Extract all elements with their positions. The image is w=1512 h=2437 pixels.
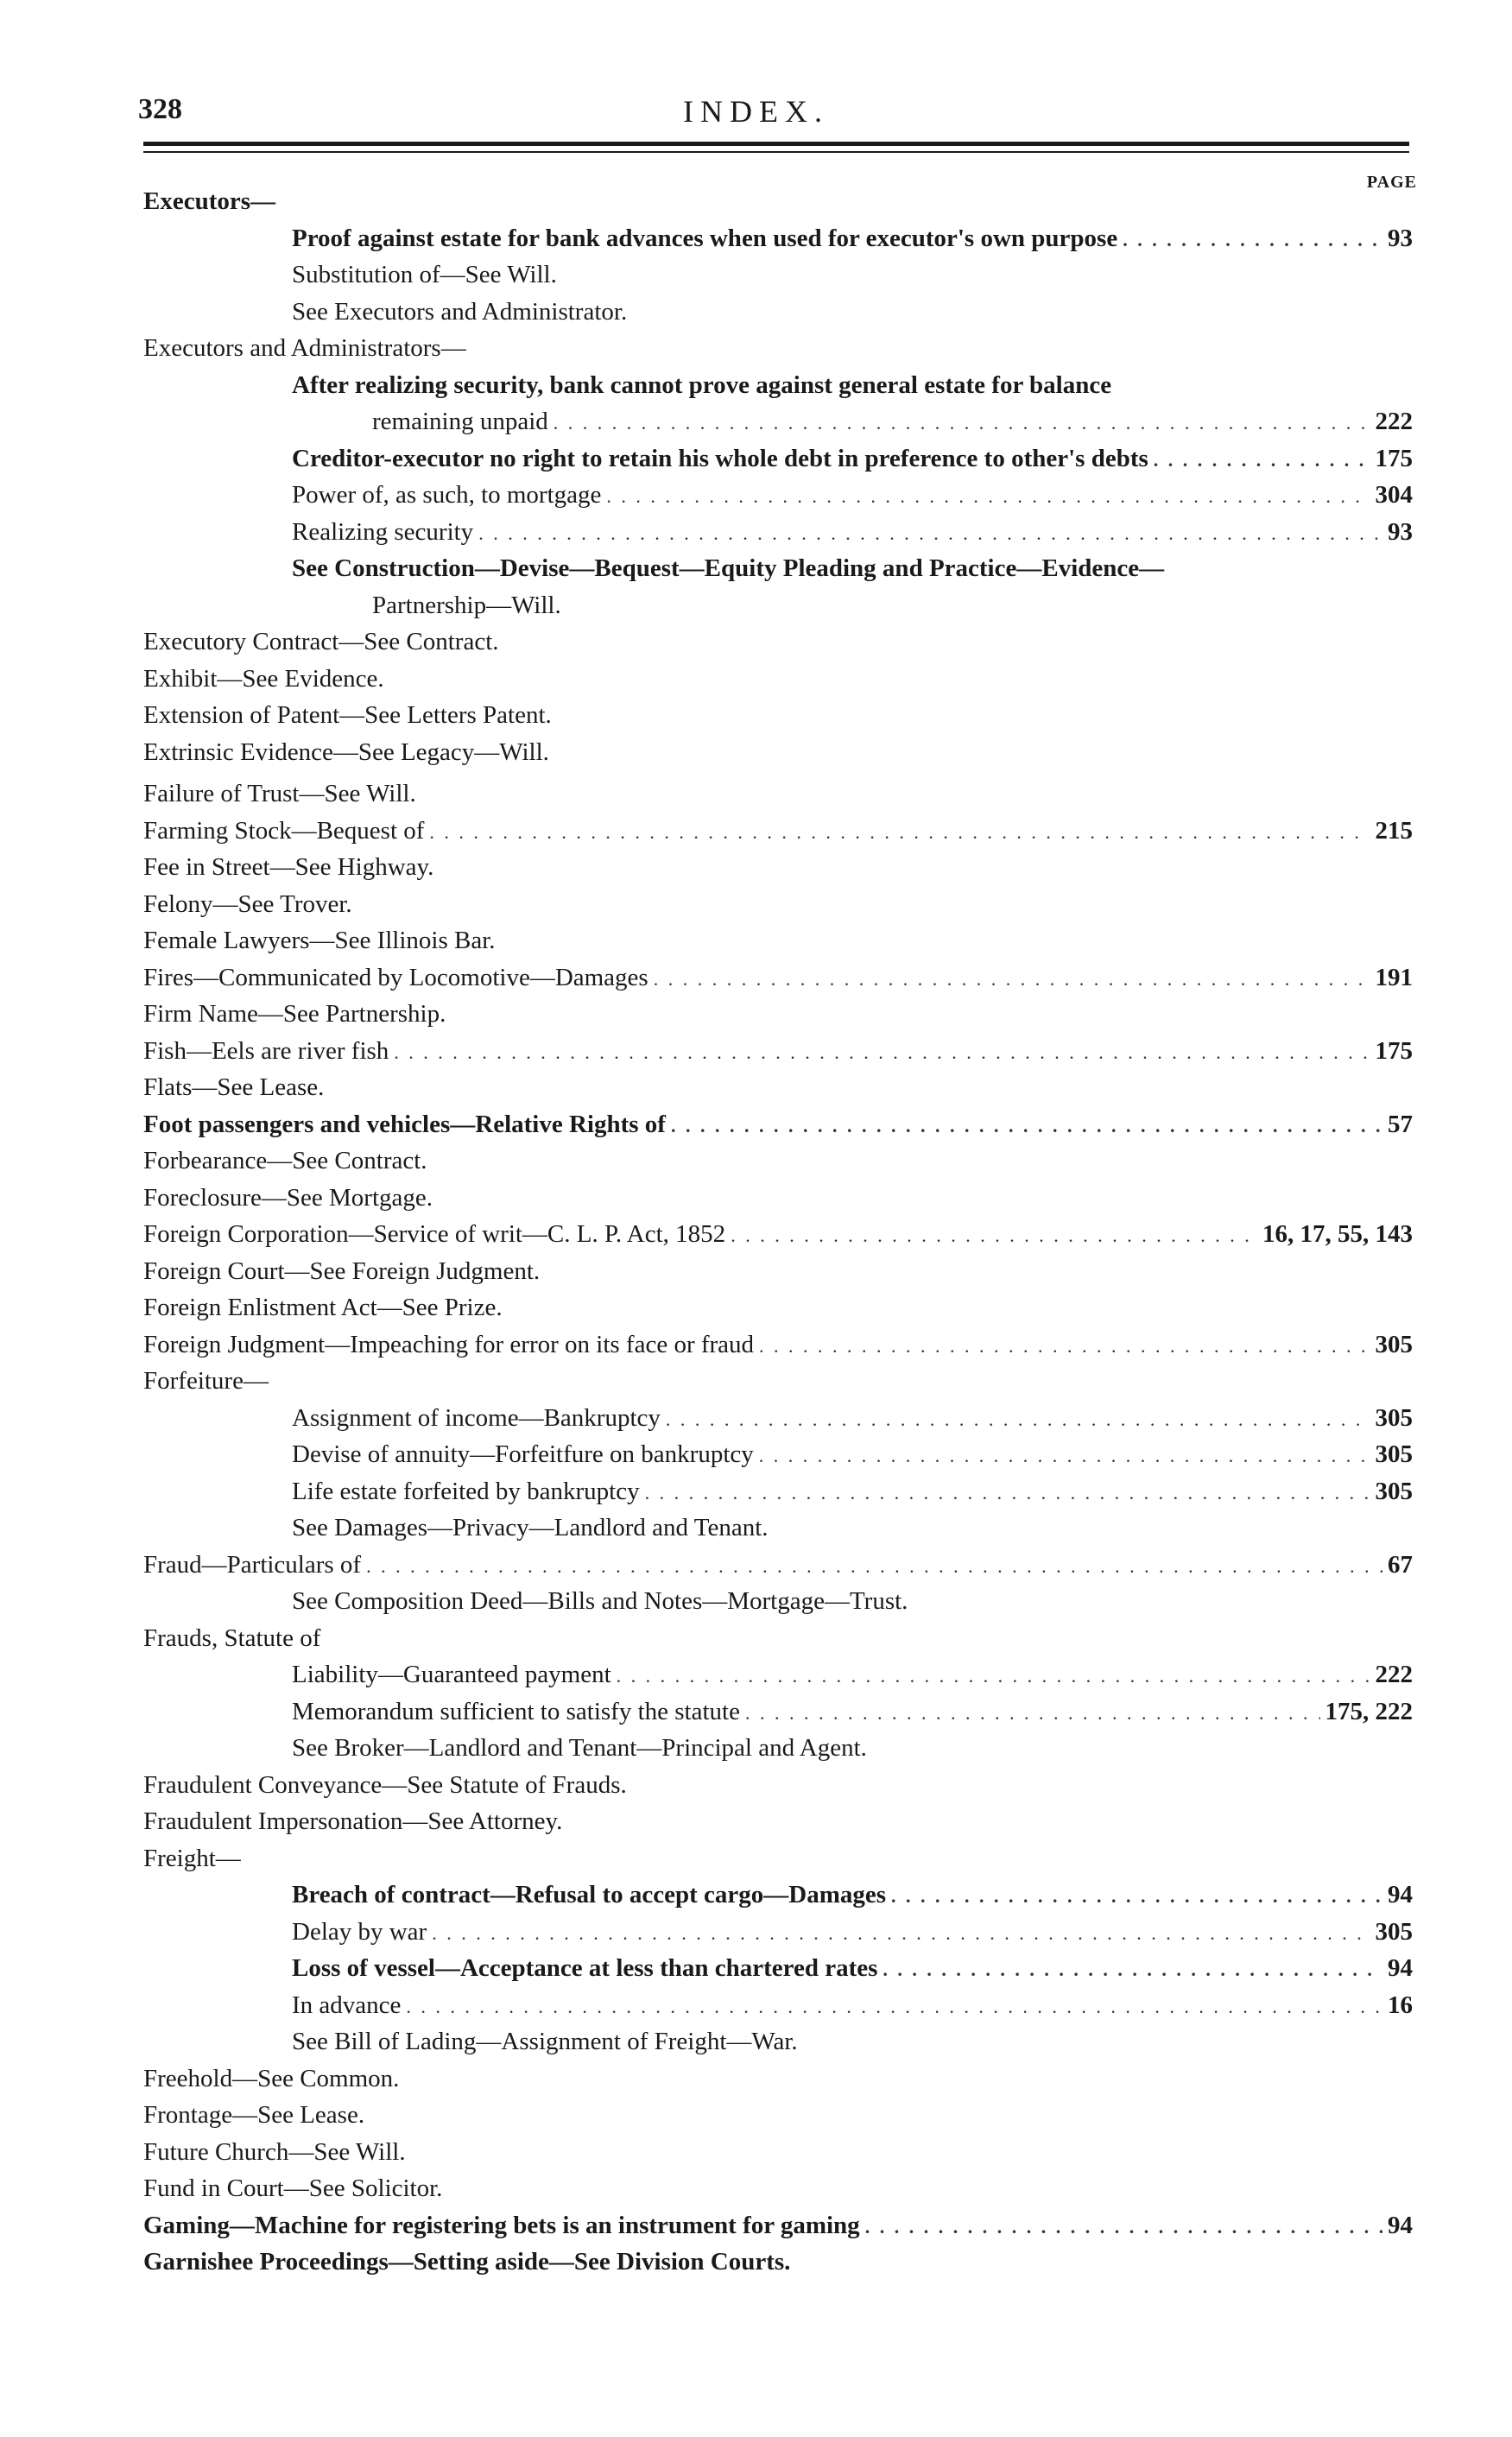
index-subentry xyxy=(143,1914,1413,1951)
entry-text: Foot passengers and vehicles—Relative Rights of xyxy=(143,1110,666,1138)
index-subentry xyxy=(143,1510,1413,1547)
index-entry xyxy=(143,734,1413,771)
dot-leader xyxy=(759,1438,1370,1475)
entry-page-ref: 93 xyxy=(1388,517,1413,546)
entry-text: Executors and Administrators— xyxy=(143,334,466,362)
index-entry xyxy=(143,2244,1413,2281)
index-entry xyxy=(143,1326,1413,1364)
entry-page-ref: 57 xyxy=(1388,1110,1413,1138)
entry-text: Freight— xyxy=(143,1844,241,1872)
dot-leader xyxy=(671,1108,1382,1145)
entry-text: Extension of Patent—See Letters Patent. xyxy=(143,701,552,729)
index-entry xyxy=(143,623,1413,661)
entry-text: See Executors and Administrator. xyxy=(292,297,628,326)
entry-page-ref: 222 xyxy=(1375,1661,1413,1688)
index-subentry xyxy=(143,1877,1413,1914)
entry-text: Foreign Court—See Foreign Judgment. xyxy=(143,1256,541,1285)
entry-page-ref: 67 xyxy=(1388,1550,1413,1579)
dot-leader xyxy=(554,405,1370,442)
index-entry xyxy=(143,1253,1413,1290)
entry-text: Failure of Trust—See Will. xyxy=(143,780,416,807)
entry-text: See Broker—Landlord and Tenant—Principal and Agent. xyxy=(292,1734,867,1762)
index-entry xyxy=(143,849,1413,886)
index-entry xyxy=(143,1840,1413,1877)
entry-text: Garnishee Proceedings—Setting aside—See Division Courts. xyxy=(143,2248,791,2276)
index-entry xyxy=(143,2170,1413,2207)
dot-leader xyxy=(406,1989,1382,2026)
entry-text: See Bill of Lading—Assignment of Freight—War. xyxy=(292,2028,798,2055)
entry-text: Proof against estate for bank advances when used for executor's own purpose xyxy=(292,224,1118,252)
entry-page-ref: 191 xyxy=(1375,963,1413,991)
dot-leader xyxy=(1154,442,1370,479)
index-entry xyxy=(143,922,1413,959)
dot-leader xyxy=(617,1658,1370,1695)
entry-text: Frauds, Statute of xyxy=(143,1624,321,1652)
index-subentry xyxy=(143,2023,1413,2060)
entry-text: Fee in Street—See Highway. xyxy=(143,853,434,881)
index-subentry xyxy=(143,403,1413,440)
dot-leader xyxy=(432,1915,1370,1953)
index-entry xyxy=(143,813,1413,850)
index-entry xyxy=(143,2060,1413,2098)
index-subentry xyxy=(143,440,1413,478)
entry-page-ref: 94 xyxy=(1388,1954,1413,1982)
dot-leader xyxy=(478,516,1382,553)
page-title: INDEX. xyxy=(683,94,829,129)
entry-text: See Composition Deed—Bills and Notes—Mortgage—Trust. xyxy=(292,1587,908,1615)
entry-page-ref: 215 xyxy=(1375,816,1413,845)
index-entry xyxy=(143,1069,1413,1106)
index-entry xyxy=(143,1620,1413,1657)
entry-text: Frontage—See Lease. xyxy=(143,2101,365,2129)
entry-page-ref: 304 xyxy=(1375,481,1413,509)
entry-text: Future Church—See Will. xyxy=(143,2137,406,2166)
index-entry xyxy=(143,1547,1413,1584)
dot-leader xyxy=(666,1402,1370,1439)
index-subentry xyxy=(143,1400,1413,1437)
entry-text: Fraud—Particulars of xyxy=(143,1550,362,1579)
entry-text: Freehold—See Common. xyxy=(143,2064,400,2092)
index-subentry xyxy=(143,477,1413,514)
entry-text: Farming Stock—Bequest of xyxy=(143,816,425,845)
entry-text: See Damages—Privacy—Landlord and Tenant. xyxy=(292,1514,769,1541)
entry-page-ref: 175 xyxy=(1375,444,1413,472)
index-subentry xyxy=(143,514,1413,551)
index-entry xyxy=(143,1033,1413,1070)
dot-leader xyxy=(394,1035,1370,1072)
index-subentry xyxy=(143,1583,1413,1620)
index-subentry xyxy=(143,1987,1413,2024)
dot-leader xyxy=(891,1878,1382,1915)
entry-page-ref: 94 xyxy=(1388,2211,1413,2239)
entry-page-ref: 305 xyxy=(1375,1477,1413,1505)
entry-text: Liability—Guaranteed payment xyxy=(292,1661,611,1688)
entry-text: Fires—Communicated by Locomotive—Damages xyxy=(143,963,648,991)
index-subentry xyxy=(143,367,1413,404)
entry-page-ref: 305 xyxy=(1375,1330,1413,1358)
index-entry xyxy=(143,330,1413,367)
entry-page-ref: 16 xyxy=(1388,1991,1413,2019)
index-subentry xyxy=(143,1473,1413,1510)
entry-text: Power of, as such, to mortgage xyxy=(292,481,602,509)
entry-text: Female Lawyers—See Illinois Bar. xyxy=(143,927,496,954)
entry-text: Memorandum sufficient to satisfy the statute xyxy=(292,1697,740,1725)
index-subentry xyxy=(143,1693,1413,1731)
page-number: 328 xyxy=(138,93,182,125)
index-entry xyxy=(143,1289,1413,1326)
entry-text: Life estate forfeited by bankruptcy xyxy=(292,1477,640,1505)
entry-text: Fish—Eels are river fish xyxy=(143,1036,389,1065)
index-subentry xyxy=(143,256,1413,294)
entry-page-ref: 16, 17, 55, 143 xyxy=(1262,1220,1413,1248)
entry-text: Loss of vessel—Acceptance at less than chartered rates xyxy=(292,1954,878,1982)
entry-page-ref: 222 xyxy=(1375,408,1413,435)
index-entry xyxy=(143,1143,1413,1180)
entry-page-ref: 175 xyxy=(1375,1036,1413,1065)
index-entry xyxy=(143,2134,1413,2171)
index-entry xyxy=(143,996,1413,1033)
index-subentry xyxy=(143,1436,1413,1473)
dot-leader xyxy=(645,1475,1370,1512)
entry-text: Realizing security xyxy=(292,517,474,546)
index-entry xyxy=(143,1216,1413,1253)
entry-text: Executors— xyxy=(143,187,276,215)
index-entry xyxy=(143,1363,1413,1400)
dot-leader xyxy=(1123,222,1382,259)
index-subentry xyxy=(143,294,1413,331)
index-entry xyxy=(143,775,1413,813)
entry-text: Assignment of income—Bankruptcy xyxy=(292,1403,661,1432)
entry-text: Foreign Corporation—Service of writ—C. L. P. Act, 1852 xyxy=(143,1220,726,1248)
index-entry xyxy=(143,1767,1413,1804)
entry-page-ref: 305 xyxy=(1375,1440,1413,1468)
header-rule-thick xyxy=(143,142,1409,146)
dot-leader xyxy=(366,1548,1382,1586)
entry-text: Foreign Judgment—Impeaching for error on its face or fraud xyxy=(143,1330,755,1358)
index-entry xyxy=(143,1180,1413,1217)
entry-text: Firm Name—See Partnership. xyxy=(143,1000,446,1028)
dot-leader xyxy=(654,961,1370,998)
entry-text: Flats—See Lease. xyxy=(143,1073,325,1101)
entry-text: Devise of annuity—Forfeitfure on bankruptcy xyxy=(292,1440,754,1468)
entry-text: remaining unpaid xyxy=(372,408,548,435)
index-entry xyxy=(143,1106,1413,1143)
entry-text: Creditor-executor no right to retain his whole debt in preference to other's debts xyxy=(292,444,1148,472)
dot-leader xyxy=(745,1695,1320,1732)
entry-text: After realizing security, bank cannot prove against general estate for balance xyxy=(292,370,1112,399)
entry-text: In advance xyxy=(292,1991,402,2019)
entry-text: Partnership—Will. xyxy=(372,591,561,619)
entry-text: Forbearance—See Contract. xyxy=(143,1147,427,1174)
index-subentry xyxy=(143,1950,1413,1987)
index-entry xyxy=(143,183,1413,220)
index-entry xyxy=(143,697,1413,734)
dot-leader xyxy=(759,1328,1370,1365)
entry-text: Foreclosure—See Mortgage. xyxy=(143,1183,433,1212)
entry-text: Gaming—Machine for registering bets is an instrument for gaming xyxy=(143,2211,860,2239)
entry-text: Executory Contract—See Contract. xyxy=(143,628,499,655)
entry-text: Breach of contract—Refusal to accept cargo—Damages xyxy=(292,1881,887,1908)
entry-page-ref: 305 xyxy=(1375,1403,1413,1432)
entry-text: Fraudulent Conveyance—See Statute of Frauds. xyxy=(143,1770,627,1799)
entry-text: Fraudulent Impersonation—See Attorney. xyxy=(143,1807,563,1835)
entry-text: See Construction—Devise—Bequest—Equity Pleading and Practice—Evidence— xyxy=(292,554,1165,582)
entry-text: Forfeiture— xyxy=(143,1367,269,1395)
entry-text: Substitution of—See Will. xyxy=(292,261,557,288)
entry-text: Extrinsic Evidence—See Legacy—Will. xyxy=(143,737,549,766)
entry-text: Fund in Court—See Solicitor. xyxy=(143,2174,443,2202)
entry-text: Felony—See Trover. xyxy=(143,889,352,918)
dot-leader xyxy=(883,1952,1382,1989)
index-subentry xyxy=(143,550,1413,587)
index-subentry xyxy=(143,1730,1413,1767)
dot-leader xyxy=(606,478,1370,516)
dot-leader xyxy=(429,814,1370,851)
dot-leader xyxy=(865,2209,1382,2246)
entry-text: Delay by war xyxy=(292,1917,427,1946)
header-rule-thin xyxy=(143,151,1409,153)
page-column-label: PAGE xyxy=(1366,173,1417,192)
index-subentry xyxy=(143,220,1413,257)
index-entry xyxy=(143,1803,1413,1840)
index-subentry xyxy=(143,1656,1413,1693)
entry-page-ref: 94 xyxy=(1388,1881,1413,1908)
entry-page-ref: 175, 222 xyxy=(1325,1697,1413,1725)
entry-text: Foreign Enlistment Act—See Prize. xyxy=(143,1294,503,1321)
index-entry xyxy=(143,959,1413,997)
index-entry xyxy=(143,2097,1413,2134)
entry-text: Exhibit—See Evidence. xyxy=(143,664,384,693)
index-subentry xyxy=(143,587,1413,624)
entry-page-ref: 305 xyxy=(1375,1917,1413,1946)
index-entry xyxy=(143,2207,1413,2244)
entry-page-ref: 93 xyxy=(1388,224,1413,252)
index-entries xyxy=(143,183,1413,2281)
index-entry xyxy=(143,661,1413,698)
dot-leader xyxy=(731,1218,1257,1255)
index-entry xyxy=(143,886,1413,923)
